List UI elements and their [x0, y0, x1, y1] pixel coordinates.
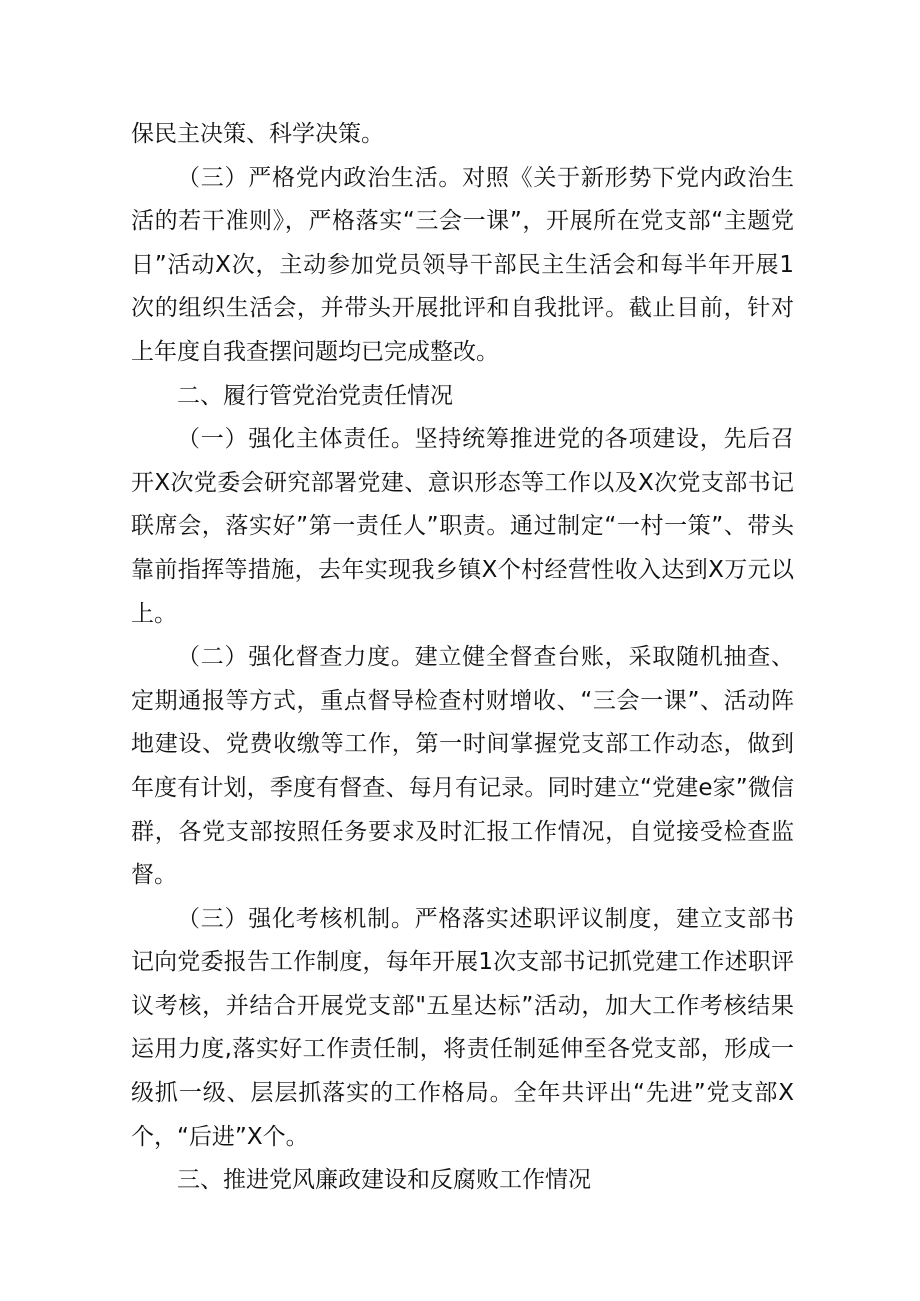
document-body — [131, 113, 794, 1203]
paragraph-supervision: （二）强化督查力度。建立健全督查台账，采取随机抽查、定期通报等方式，重点督导检查村财增收、“三会一课”、活动阵地建设、党费收缴等工作，第一时间掌握党支部工作动态，做到年度有计划，季度有督查、每月有记录。同时建立“党建e家”微信群，各党支部按照任务要求及时汇报工作情况，自觉接受检查监督。 — [131, 644, 794, 889]
paragraph-assessment: （三）强化考核机制。严格落实述职评议制度，建立支部书记向党委报告工作制度，每年开展1次支部书记抓党建工作述职评议考核，并结合开展党支部"五星达标”活动，加大工作考核结果运用力度,落实好工作责任制，将责任制延伸至各党支部，形成一级抓一级、层层抓落实的工作格局。全年共评出“先进”党支部X个，“后进”X个。 — [131, 905, 794, 1150]
section-heading-2: 二、履行管党治党责任情况 — [177, 382, 453, 409]
paragraph-continuation: 保民主决策、科学决策。 — [131, 121, 384, 147]
paragraph-main-responsibility: （一）强化主体责任。坚持统筹推进党的各项建设，先后召开X次党委会研究部署党建、意识形态等工作以及X次党支部书记联席会，落实好”第一责任人”职责。通过制定“一村一策”、带头靠前指挥等措施，去年实现我乡镇X个村经营性收入达到X万元以上。 — [131, 426, 794, 627]
section-heading-3: 三、推进党风廉政建设和反腐败工作情况 — [177, 1167, 591, 1194]
paragraph-political-life: （三）严格党内政治生活。对照《关于新形势下党内政治生活的若干准则》，严格落实“三会一课”，开展所在党支部“主题党日”活动X次，主动参加党员领导干部民主生活会和每半年开展1次的组织生活会，并带头开展批评和自我批评。截止目前，针对上年度自我查摆问题均已完成整改。 — [131, 164, 794, 365]
